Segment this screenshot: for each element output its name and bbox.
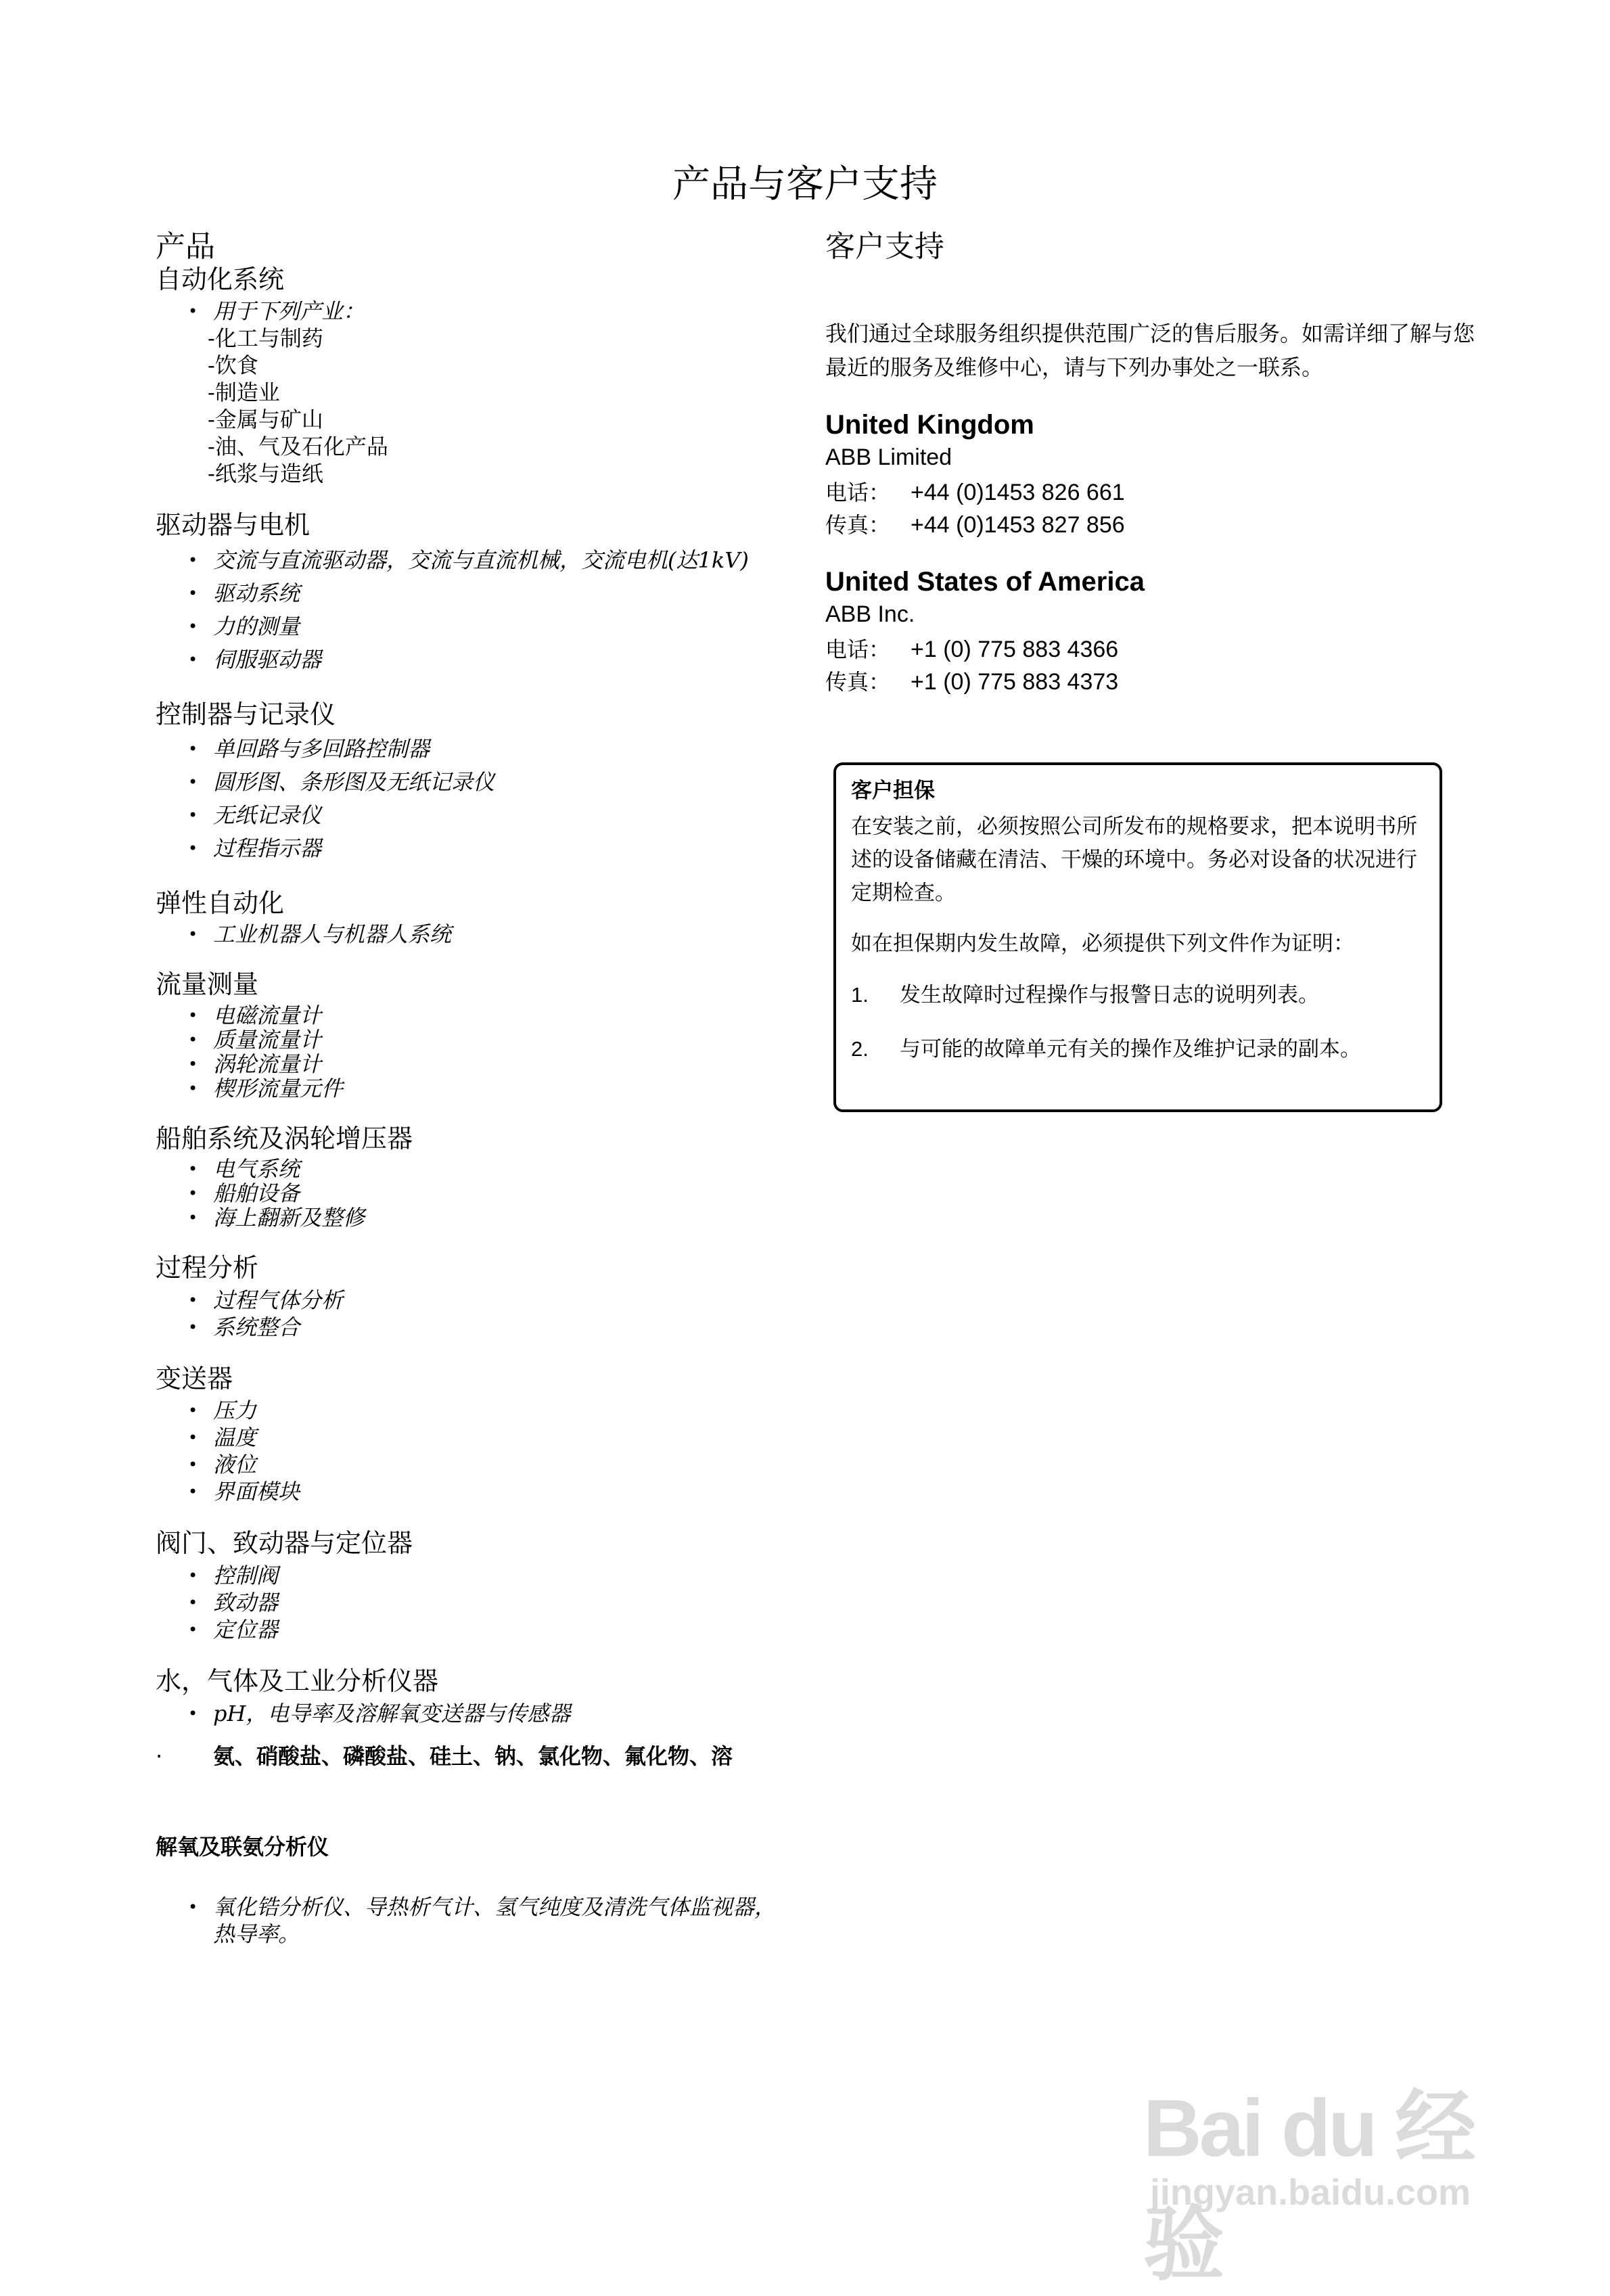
- office-uk: [825, 410, 1475, 541]
- category-title: 船舶系统及涡轮增压器: [156, 1123, 413, 1153]
- warranty-title: 客户担保: [851, 779, 935, 803]
- category-drives: [156, 510, 805, 676]
- list-item: • 过程气体分析: [188, 1287, 805, 1314]
- category-title: 过程分析: [156, 1253, 259, 1283]
- products-heading: 产品: [156, 229, 215, 264]
- office-country: United Kingdom: [825, 410, 1034, 440]
- category-transmitters: [156, 1364, 805, 1506]
- office-phone: [825, 633, 1475, 666]
- list-item: • 船舶设备: [188, 1181, 805, 1206]
- phone-label: 电话：: [825, 637, 891, 662]
- item-text: 与可能的故障单元有关的操作及维护记录的副本。: [900, 1037, 1361, 1061]
- list-item: • 控制阀: [188, 1562, 805, 1589]
- list-item: • 伺服驱动器: [188, 643, 805, 676]
- watermark-logo: Bai du 经验: [1143, 2083, 1474, 2290]
- bullet-dot: ·: [156, 1743, 163, 1769]
- category-title: 流量测量: [156, 969, 259, 999]
- fax-number: +44 (0)1453 827 856: [911, 512, 1125, 538]
- industry-list: [156, 325, 805, 487]
- warranty-paragraph: 在安装之前，必须按照公司所发布的规格要求，把本说明书所述的设备储藏在清洁、干燥的环境中。务必对设备的状况进行定期检查。: [851, 814, 1417, 905]
- category-title: 驱动器与电机: [156, 510, 310, 541]
- list-item-text: 氨、硝酸盐、磷酸盐、硅土、钠、氯化物、氟化物、溶: [213, 1743, 733, 1769]
- category-title: 变送器: [156, 1363, 233, 1394]
- list-item: -化工与制药: [208, 325, 323, 352]
- phone-label: 电话：: [825, 480, 891, 505]
- item-number: 1.: [851, 983, 869, 1007]
- list-item: • 无纸记录仪: [188, 799, 805, 832]
- list-item: • 氧化锆分析仪、导热析气计、氢气纯度及清洗气体监视器，热导率。: [188, 1893, 795, 1948]
- warranty-box: [833, 762, 1442, 1112]
- list-item-continued: 解氧及联氨分析仪: [156, 1833, 329, 1860]
- warranty-item: [851, 1032, 1425, 1066]
- products-column: [156, 230, 805, 1971]
- list-item: • 压力: [188, 1397, 805, 1424]
- warranty-item: [851, 978, 1425, 1012]
- list-item: -油、气及石化产品: [208, 434, 388, 460]
- office-usa: [825, 567, 1475, 698]
- page-title: 产品与客户支持: [672, 162, 938, 206]
- list-item: • pH，电导率及溶解氧变送器与传感器: [188, 1700, 805, 1727]
- list-item: • 涡轮流量计: [188, 1052, 805, 1076]
- list-item: -金属与矿山: [208, 407, 323, 433]
- list-item: • 力的测量: [188, 610, 805, 643]
- category-title: 水，气体及工业分析仪器: [156, 1666, 439, 1696]
- support-intro: 我们通过全球服务组织提供范围广泛的售后服务。如需详细了解与您最近的服务及维修中心，请与下列办事处之一联系。: [825, 321, 1475, 380]
- list-item: • 工业机器人与机器人系统: [188, 922, 805, 946]
- list-item: • 楔形流量元件: [188, 1076, 805, 1101]
- category-automation: [156, 265, 805, 488]
- category-controllers: [156, 699, 805, 866]
- office-company: ABB Inc.: [825, 601, 915, 627]
- item-number: 2.: [851, 1037, 869, 1061]
- list-item: -饮食: [208, 352, 258, 379]
- list-item: -制造业: [208, 380, 280, 406]
- support-heading: 客户支持: [825, 229, 944, 264]
- fax-label: 传真：: [825, 512, 891, 538]
- category-process-analysis: [156, 1253, 805, 1341]
- list-item: • 质量流量计: [188, 1028, 805, 1052]
- fax-number: +1 (0) 775 883 4373: [911, 669, 1119, 695]
- warranty-paragraph: 如在担保期内发生故障，必须提供下列文件作为证明：: [851, 932, 1354, 956]
- list-item: • 海上翻新及整修: [188, 1206, 805, 1230]
- phone-number: +44 (0)1453 826 661: [911, 480, 1125, 505]
- list-item: • 液位: [188, 1451, 805, 1478]
- list-item: • 定位器: [188, 1616, 805, 1643]
- list-item: • 电气系统: [188, 1157, 805, 1181]
- office-company: ABB Limited: [825, 444, 952, 470]
- baidu-watermark: [1143, 2063, 1522, 2290]
- category-flow: [156, 969, 805, 1101]
- category-title: 阀门、致动器与定位器: [156, 1528, 413, 1559]
- office-country: United States of America: [825, 567, 1145, 597]
- category-title: 弹性自动化: [156, 888, 285, 919]
- category-water-gas: [156, 1666, 805, 1948]
- office-phone: [825, 476, 1475, 509]
- category-title: 自动化系统: [156, 264, 285, 294]
- category-flexible-automation: [156, 888, 805, 946]
- fax-label: 传真：: [825, 669, 891, 695]
- list-item: • 致动器: [188, 1589, 805, 1616]
- category-valves: [156, 1528, 805, 1643]
- list-item: • 交流与直流驱动器，交流与直流机械，交流电机(达1kV): [188, 544, 805, 577]
- office-fax: [825, 666, 1475, 698]
- list-item: • 过程指示器: [188, 832, 805, 865]
- list-item: • 界面模块: [188, 1478, 805, 1505]
- list-item: • 系统整合: [188, 1314, 805, 1341]
- category-marine: [156, 1124, 805, 1231]
- support-column: [825, 222, 1475, 698]
- list-item: • 驱动系统: [188, 577, 805, 610]
- list-item: -纸浆与造纸: [208, 461, 323, 487]
- item-text: 发生故障时过程操作与报警日志的说明列表。: [900, 983, 1319, 1007]
- list-item: • 圆形图、条形图及无纸记录仪: [188, 766, 805, 799]
- watermark-url: jingyan.baidu.com: [1150, 2172, 1471, 2213]
- phone-number: +1 (0) 775 883 4366: [911, 637, 1119, 662]
- list-item: [156, 1739, 805, 1770]
- list-item: • 温度: [188, 1424, 805, 1451]
- list-item: • 电磁流量计: [188, 1003, 805, 1028]
- office-fax: [825, 509, 1475, 541]
- list-item: • 用于下列产业：: [188, 298, 805, 325]
- category-title: 控制器与记录仪: [156, 699, 336, 729]
- list-item: • 单回路与多回路控制器: [188, 733, 805, 766]
